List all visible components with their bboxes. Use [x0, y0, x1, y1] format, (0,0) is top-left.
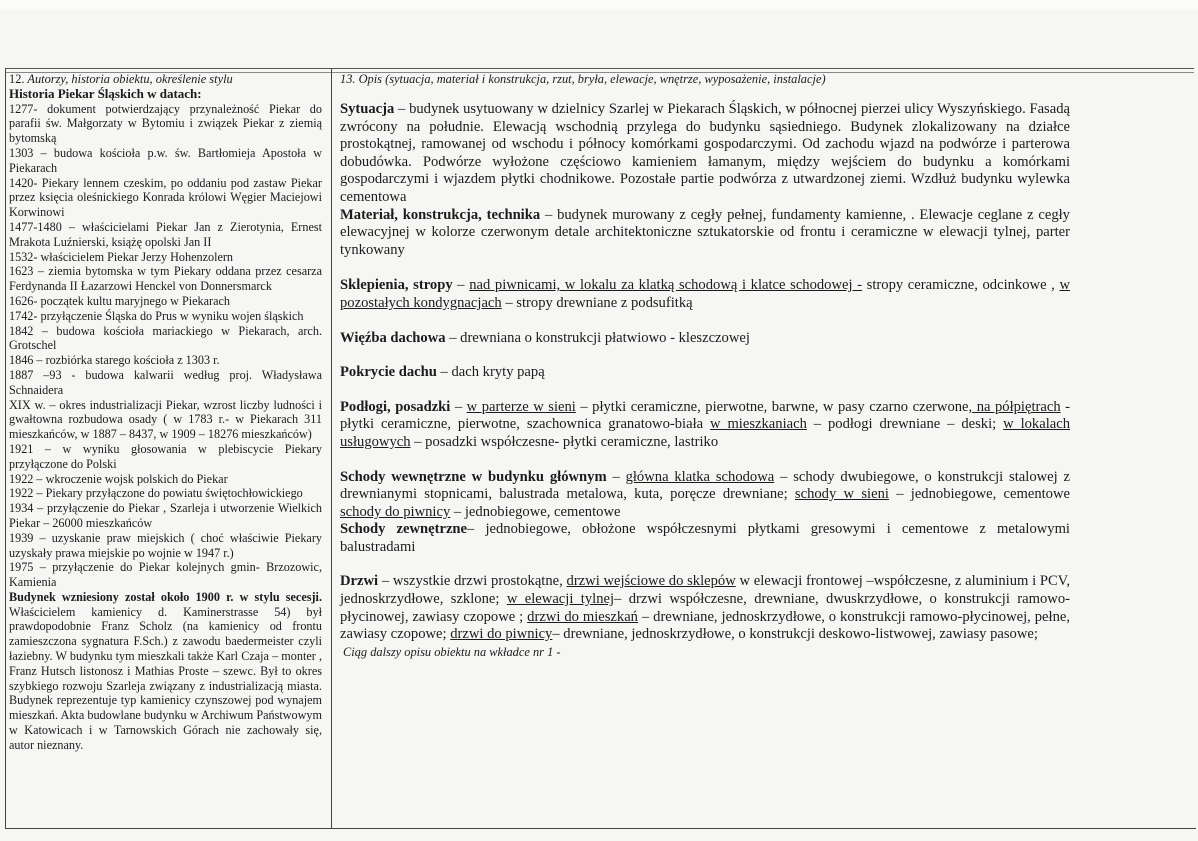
- history-entry: 1842 – budowa kościoła mariackiego w Piekarach, arch. Grotschel: [9, 323, 322, 353]
- continuation-note: Ciąg dalszy opisu obiektu na wkładce nr 1 -: [343, 644, 561, 659]
- label-drzwi: Drzwi: [340, 573, 379, 590]
- history-entry: 1303 – budowa kościoła p.w. św. Bartłomieja Apostoła w Piekarach: [9, 145, 322, 175]
- paragraph-podlogi: Podłogi, posadzki – w parterze w sieni – płytki ceramiczne, pierwotne, barwne, w pasy czarno czerwone, na półpiętrach - płytki ceramiczne, pierwotne, szachownica granatowo-biała w mieszkaniach – podłogi drewniane – deski; w lokalach usługowych – posadzki współczesne- płytki ceramiczne, lastriko: [340, 398, 1070, 450]
- building-summary-text: Właścicielem kamienicy d. Kaminerstrasse 54) był prawdopodobnie Franz Scholz (na kamienicy od frontu zamieszczona sygnatura F.Sch.) z zawodu baedermeister czyli łaziebny. W budynku tym mieszkali także Karl Czaja – monter , Franz Hutsch listonosz i Mathias Proste – szewc. Był to okres szybkiego rozwoju Szarleja związany z industrializacją miasta. Budynek reprezentuje typ kamienicy czynszowej pod wynajem mieszkań. Akta budowlane budynku w Archiwum Państwowym w Katowicach i w Tarnowskich Górach nie zachowały się, autor nieznany.: [9, 604, 322, 752]
- label-material: Materiał, konstrukcja, technika: [340, 206, 541, 223]
- paragraph-drzwi: Drzwi – wszystkie drzwi prostokątne, drzwi wejściowe do sklepów w elewacji frontowej –współczesne, z aluminium i PCV, jednoskrzydłowe, szklone; w elewacji tylnej– drzwi współczesne, drewniane, dwuskrzydłowe, o konstrukcji ramowo-płycinowej, zawiasy czopowe ; drzwi do mieszkań – drewniane, jednoskrzydłowe, o konstrukcji ramowo-płycinowej, pełne, zawiasy czopowe; drzwi do piwnicy– drewniane, jednoskrzydłowe, o konstrukcji deskowo-listwowej, zawiasy pasowe;: [340, 573, 1070, 643]
- paragraph-sytuacja: Sytuacja – budynek usytuowany w dzielnicy Szarlej w Piekarach Śląskich, w północnej pierzei ulicy Wyszyńskiego. Fasadą zwrócony na południe. Elewacją wschodnią przylega do budynku sąsiedniego. Budynek zlokalizowany na działce prostokątnej, ramowanej od wschodu i północy komórkami gospodarczymi. Od zachodu wjazd na podwórze i parterowa dobudówka. Podwórze wyłożone częściowo kamieniem łamanym, między wejściem do budynku a komórkami gospodarczymi i wjazdem płytki chodnikowe. Pozostałe partie podwórza z utwardzonej ziemi. Wzdłuż budynku wylewka cementowa: [340, 101, 1070, 205]
- history-column: [9, 72, 322, 753]
- history-entry: 1939 – uzyskanie praw miejskich ( choć właściwie Piekary uzyskały prawa miejskie po wojnie w 1947 r.): [9, 530, 322, 560]
- history-entry: 1934 – przyłączenie do Piekar , Szarleja i utworzenie Wielkich Piekar – 26000 mieszkańców: [9, 501, 322, 530]
- history-title: Historia Piekar Śląskich w datach:: [9, 85, 202, 101]
- history-entry: 1846 – rozbiórka starego kościoła z 1303 r.: [9, 353, 220, 368]
- history-entry: 1623 – ziemia bytomska w tym Piekary oddana przez cesarza Ferdynanda II Łazarzowi Henckel von Donnersmarck: [9, 264, 322, 294]
- history-entry: 1922 – wkroczenie wojsk polskich do Piekar: [9, 471, 228, 486]
- paragraph-material: Materiał, konstrukcja, technika – budynek murowany z cegły pełnej, fundamenty kamienne, . Elewacje ceglane z cegły elewacyjnej w kolorze czerwonym detale architektoniczne sztukatorskie od frontu i ceramiczne w elewacji tylnej, parter tynkowany: [340, 206, 1070, 258]
- column-divider: [331, 68, 332, 828]
- label-podlogi: Podłogi, posadzki: [340, 398, 451, 415]
- history-entry: 1922 – Piekary przyłączone do powiatu świętochłowickiego: [9, 486, 303, 501]
- building-summary-lead: Budynek wzniesiony został około 1900 r. w stylu secesji.: [9, 589, 322, 604]
- history-entry: 1975 – przyłączenie do Piekar kolejnych gmin- Brzozowic, Kamienia: [9, 560, 322, 590]
- section-12-header: 12. Autorzy, historia obiektu, określenie stylu: [9, 72, 233, 86]
- description-column: [340, 72, 1070, 661]
- history-entry: 1742- przyłączenie Śląska do Prus w wyniku wojen śląskich: [9, 308, 304, 323]
- history-entry: 1532- właścicielem Piekar Jerzy Hohenzolern: [9, 249, 234, 264]
- paragraph-schody-zewnetrzne: Schody zewnętrzne– jednobiegowe, obłożone współczesnymi płytkami gresowymi i cementowe z metalowymi balustradami: [340, 521, 1070, 555]
- label-pokrycie: Pokrycie dachu: [340, 364, 437, 381]
- building-summary: [9, 590, 322, 753]
- scan-edge: [0, 0, 1198, 10]
- paragraph-sklepienia: Sklepienia, stropy – nad piwnicami, w lokalu za klatką schodową i klatce schodowej - stropy ceramiczne, odcinkowe , w pozostałych kondygnacjach – stropy drewniane z podsufitką: [340, 277, 1071, 311]
- label-schody-wewnetrzne: Schody wewnętrzne w budynku głównym: [340, 468, 607, 485]
- history-entry: 1420- Piekary lennem czeskim, po oddaniu pod zastaw Piekar przez księcia oleśnickiego Konrada królowi Węgier Maciejowi Korwinowi: [9, 175, 322, 220]
- history-entry: 1921 – w wyniku głosowania w plebiscycie Piekary przyłączone do Polski: [9, 441, 322, 471]
- history-entry: XIX w. – okres industrializacji Piekar, wzrost liczby ludności i gwałtowna rozbudowa osady ( w 1783 r.- w Piekarach 311 mieszkańców, w 1887 – 8437, w 1909 – 18276 mieszkańców): [9, 397, 322, 442]
- history-entry: 1477-1480 – właścicielami Piekar Jan z Zierotynia, Ernest Mrakota Luźnierski, książę opolski Jan II: [9, 219, 322, 249]
- history-entry: 1626- początek kultu maryjnego w Piekarach: [9, 293, 230, 308]
- history-entry: 1887 –93 - budowa kalwarii według proj. Władysława Schnaidera: [9, 367, 322, 397]
- label-schody-zewnetrzne: Schody zewnętrzne: [340, 521, 468, 538]
- paragraph-wiezba: Więźba dachowa – drewniana o konstrukcji płatwiowo - kleszczowej: [340, 329, 750, 346]
- label-sytuacja: Sytuacja: [340, 101, 395, 117]
- label-sklepienia: Sklepienia, stropy: [340, 277, 453, 294]
- label-wiezba: Więźba dachowa: [340, 329, 446, 346]
- section-13-header: 13. Opis (sytuacja, materiał i konstrukcja, rzut, bryła, elewacje, wnętrze, wyposażenie, instalacje): [340, 72, 826, 86]
- history-entry: 1277- dokument potwierdzający przynależność Piekar do parafii św. Małgorzaty w Bytomiu i związek Piekar z ziemią bytomską: [9, 101, 322, 146]
- paragraph-pokrycie: Pokrycie dachu – dach kryty papą: [340, 364, 545, 381]
- paragraph-schody-wewnetrzne: Schody wewnętrzne w budynku głównym – główna klatka schodowa – schody dwubiegowe, o konstrukcji stalowej z drewnianymi stopnicami, balustrada metalowa, kuta, poręcze drewniane; schody w sieni – jednobiegowe, cementowe schody do piwnicy – jednobiegowe, cementowe: [340, 468, 1070, 520]
